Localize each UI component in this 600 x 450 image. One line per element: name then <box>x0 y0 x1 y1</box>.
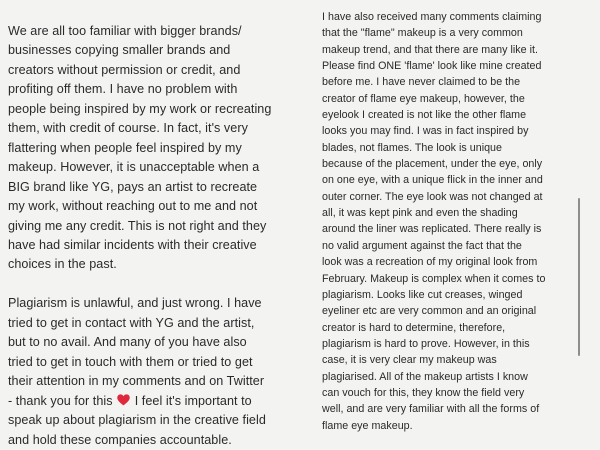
text-line: February. Makeup is complex when it comes to <box>322 272 546 285</box>
text-line: tried to get in touch with them or tried to get <box>8 354 253 369</box>
scrollbar[interactable] <box>578 198 580 356</box>
right-text-column <box>322 9 592 434</box>
text-line: eyelook I created is not like the other flame <box>322 109 527 122</box>
text-line: creators without permission or credit, and <box>8 62 241 77</box>
text-line: because of the placement, under the eye, only <box>322 158 543 171</box>
text-line: and hold these companies accountable. <box>8 432 232 447</box>
text-fragment: - thank you for this <box>8 393 117 408</box>
text-line: Please find ONE 'flame' look like mine created <box>322 60 542 73</box>
text-line: profiting off them. I have no problem with <box>8 82 238 97</box>
text-line: well, and are very familiar with all the forms of <box>322 403 540 416</box>
text-line: tried to get in contact with YG and the artist, <box>8 315 255 330</box>
text-line: blades, not flames. The look is unique <box>322 141 502 154</box>
text-line: all, it was kept pink and even the shading <box>322 207 518 220</box>
text-line: before me. I have never claimed to be the <box>322 76 521 89</box>
text-line: giving me any credit. This is not right and they <box>8 218 267 233</box>
text-line: looks you may find. I was in fact inspired by <box>322 125 529 138</box>
text-line: I have also received many comments claiming <box>322 11 542 23</box>
paragraph-gap <box>8 275 298 294</box>
text-line: their attention in my comments and on Twitter <box>8 374 265 389</box>
text-line: speak up about plagiarism in the creative field <box>8 413 266 428</box>
text-line: eyeliner etc are very common and an original <box>322 305 537 318</box>
text-line: but to no avail. And many of you have also <box>8 335 247 350</box>
text-line: Plagiarism is unlawful, and just wrong. I have <box>8 296 262 311</box>
text-line: no valid argument against the fact that the <box>322 239 522 252</box>
text-line-with-heart <box>8 392 298 411</box>
text-line: plagiarism is hard to prove. However, in this <box>322 337 530 350</box>
text-line: outer corner. The eye look was not changed at <box>322 190 543 203</box>
text-line: them, with credit of course. In fact, it's very <box>8 121 248 136</box>
text-line: on one eye, with a unique flick in the inner and <box>322 174 543 187</box>
text-line: have had similar incidents with their creative <box>8 237 257 252</box>
text-line: creator is hard to determine, therefore, <box>322 321 506 334</box>
text-line: flame eye makeup. <box>322 419 413 432</box>
text-line: We are all too familiar with bigger brands/ <box>8 24 242 38</box>
text-line: that the "flame" makeup is a very common <box>322 27 523 40</box>
text-line: businesses copying smaller brands and <box>8 43 231 58</box>
text-line: choices in the past. <box>8 257 117 272</box>
text-line: around the liner was replicated. There really is <box>322 223 542 236</box>
text-line: plagiarised. All of the makeup artists I know <box>322 370 528 383</box>
text-line: makeup. However, it is unacceptable when a <box>8 160 260 175</box>
text-line: people being inspired by my work or recreating <box>8 101 272 116</box>
text-line: case, it is very clear my makeup was <box>322 354 497 367</box>
text-line: BIG brand like YG, pays an artist to recreate <box>8 179 258 194</box>
text-line: makeup trend, and that there are many like it. <box>322 43 538 56</box>
text-line: look was a recreation of my original look from <box>322 256 538 269</box>
text-line: my work, without reaching out to me and not <box>8 199 258 214</box>
text-line: flattering when people feel inspired by my <box>8 140 242 155</box>
left-text-column <box>8 22 298 450</box>
text-line: can vouch for this, they know the field very <box>322 386 525 399</box>
text-line: creator of flame eye makeup, however, the <box>322 92 525 105</box>
text-line: plagiarism. Looks like cut creases, winged <box>322 288 523 301</box>
heart-icon <box>117 394 130 406</box>
text-fragment: I feel it's important to <box>131 393 252 408</box>
